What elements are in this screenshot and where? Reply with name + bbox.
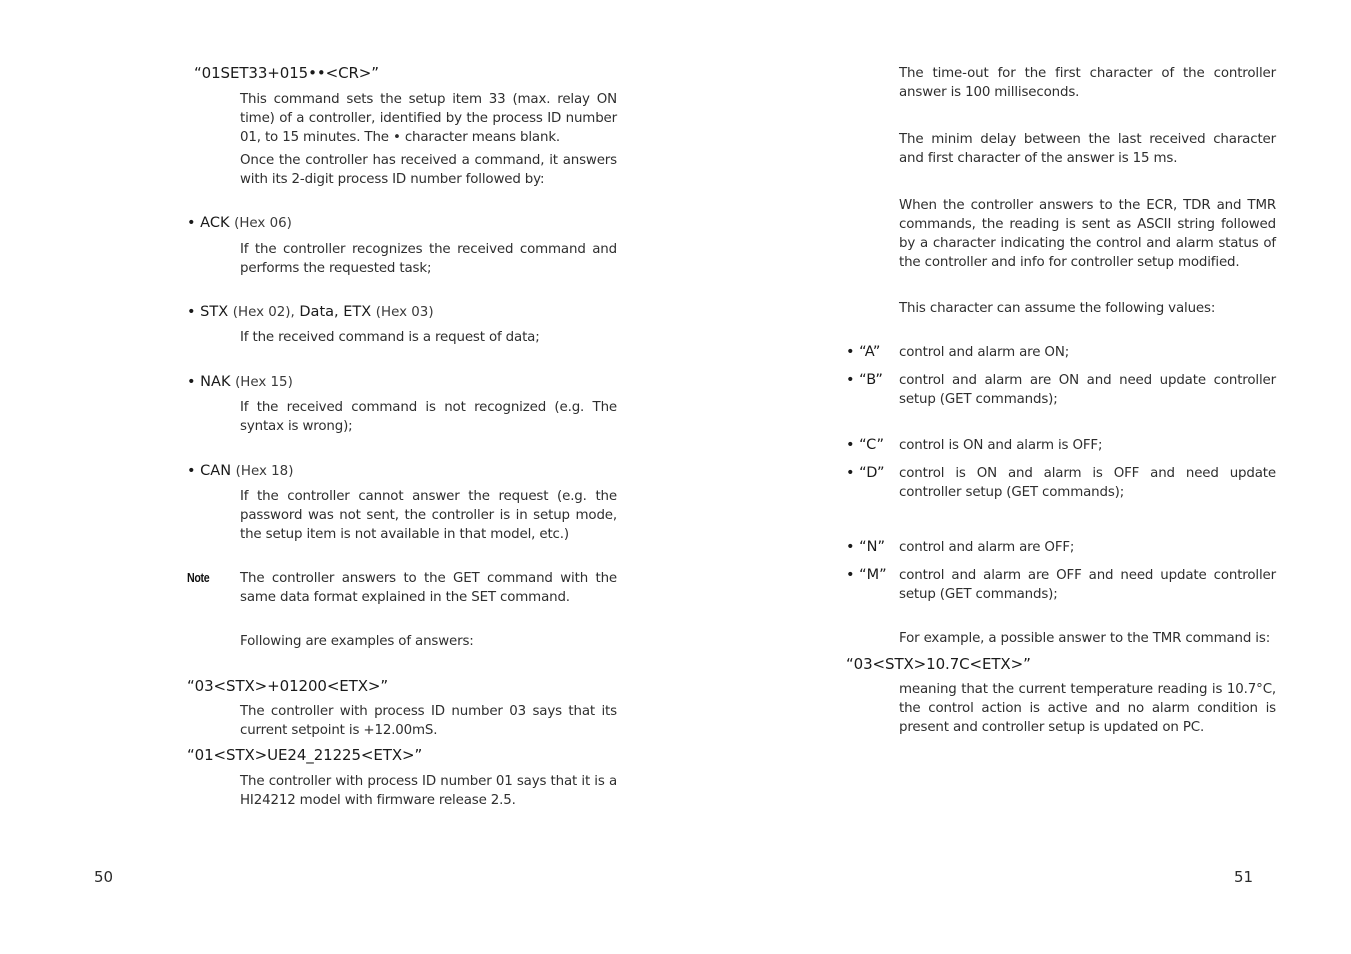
examples-intro: Following are examples of answers: xyxy=(240,634,474,649)
bullet: • xyxy=(187,463,196,479)
note-label: Note xyxy=(187,570,210,585)
status-desc-b: control and alarm are ON and need update controller setup (GET commands); xyxy=(899,373,1276,407)
response-label: NAK xyxy=(200,374,231,390)
status-key-a: • “A” xyxy=(846,344,881,360)
status-key-b: • “B” xyxy=(846,372,883,388)
values-intro: This character can assume the following values: xyxy=(899,301,1216,316)
response-label: CAN xyxy=(200,463,232,479)
answer-intro: Once the controller has received a command, it answers with its 2-digit process ID number followed by: xyxy=(240,153,617,187)
response-nak-description: If the received command is not recognized (e.g. The syntax is wrong); xyxy=(240,400,617,434)
timeout-text: The time-out for the first character of the controller answer is 100 milliseconds. xyxy=(899,66,1276,100)
bullet: • xyxy=(187,215,196,231)
status-desc-c: control is ON and alarm is OFF; xyxy=(899,438,1103,453)
example-code-2: “01<STX>UE24_21225<ETX>” xyxy=(187,746,423,764)
response-hex: (Hex 02), xyxy=(232,305,295,320)
reading-text: When the controller answers to the ECR, TDR and TMR commands, the reading is sent as ASCII string followed by a character indicating the control and alarm status of the controller and info for controller setup modified. xyxy=(899,198,1276,270)
response-hex-2: (Hex 03) xyxy=(375,305,434,320)
note-text: The controller answers to the GET command with the same data format explained in the SET command. xyxy=(240,571,617,605)
status-desc-m: control and alarm are OFF and need update controller setup (GET commands); xyxy=(899,568,1276,602)
example-intro: For example, a possible answer to the TMR command is: xyxy=(899,631,1271,646)
response-label: ACK xyxy=(200,215,230,231)
response-ack-heading xyxy=(187,213,292,234)
response-stx-description: If the received command is a request of data; xyxy=(240,330,540,345)
example-description-1: The controller with process ID number 03 says that its current setpoint is +12.00mS. xyxy=(240,704,617,738)
status-key-m: • “M” xyxy=(846,567,887,583)
status-desc-d: control is ON and alarm is OFF and need update controller setup (GET commands); xyxy=(899,466,1276,500)
response-label: STX xyxy=(200,304,229,320)
response-nak-heading xyxy=(187,372,293,393)
left-page xyxy=(0,0,675,954)
example-description-2: The controller with process ID number 01 says that it is a HI24212 model with firmware release 2.5. xyxy=(240,774,617,808)
delay-text: The minim delay between the last received character and first character of the answer is 15 ms. xyxy=(899,132,1276,166)
page-number-right: 51 xyxy=(1234,868,1254,886)
response-can-heading xyxy=(187,461,293,482)
response-can-description: If the controller cannot answer the request (e.g. the password was not sent, the controller is in setup mode, the setup item is not available in that model, etc.) xyxy=(240,489,617,542)
status-key-d: • “D” xyxy=(846,465,885,481)
bullet: • xyxy=(187,304,196,320)
status-desc-n: control and alarm are OFF; xyxy=(899,540,1075,555)
response-hex: (Hex 06) xyxy=(234,216,292,231)
example-code-1: “03<STX>+01200<ETX>” xyxy=(187,677,389,695)
response-hex: (Hex 15) xyxy=(235,375,293,390)
bullet: • xyxy=(187,374,196,390)
response-hex: (Hex 18) xyxy=(235,464,294,479)
response-ack-description: If the controller recognizes the received command and performs the requested task; xyxy=(240,242,617,276)
status-key-n: • “N” xyxy=(846,539,886,555)
status-desc-a: control and alarm are ON; xyxy=(899,345,1070,360)
example-description: meaning that the current temperature reading is 10.7°C, the control action is active and no alarm condition is present and controller setup is updated on PC. xyxy=(899,682,1276,735)
right-page xyxy=(676,0,1351,954)
example-code: “03<STX>10.7C<ETX>” xyxy=(846,655,1031,673)
response-stx-heading xyxy=(187,302,434,323)
command-example: “01SET33+015••<CR>” xyxy=(194,64,379,82)
status-key-c: • “C” xyxy=(846,437,885,453)
response-label-2: Data, ETX xyxy=(299,304,372,320)
command-description: This command sets the setup item 33 (max. relay ON time) of a controller, identified by the process ID number 01, to 15 minutes. The • character means blank. xyxy=(240,92,617,145)
page-number-left: 50 xyxy=(94,868,114,886)
